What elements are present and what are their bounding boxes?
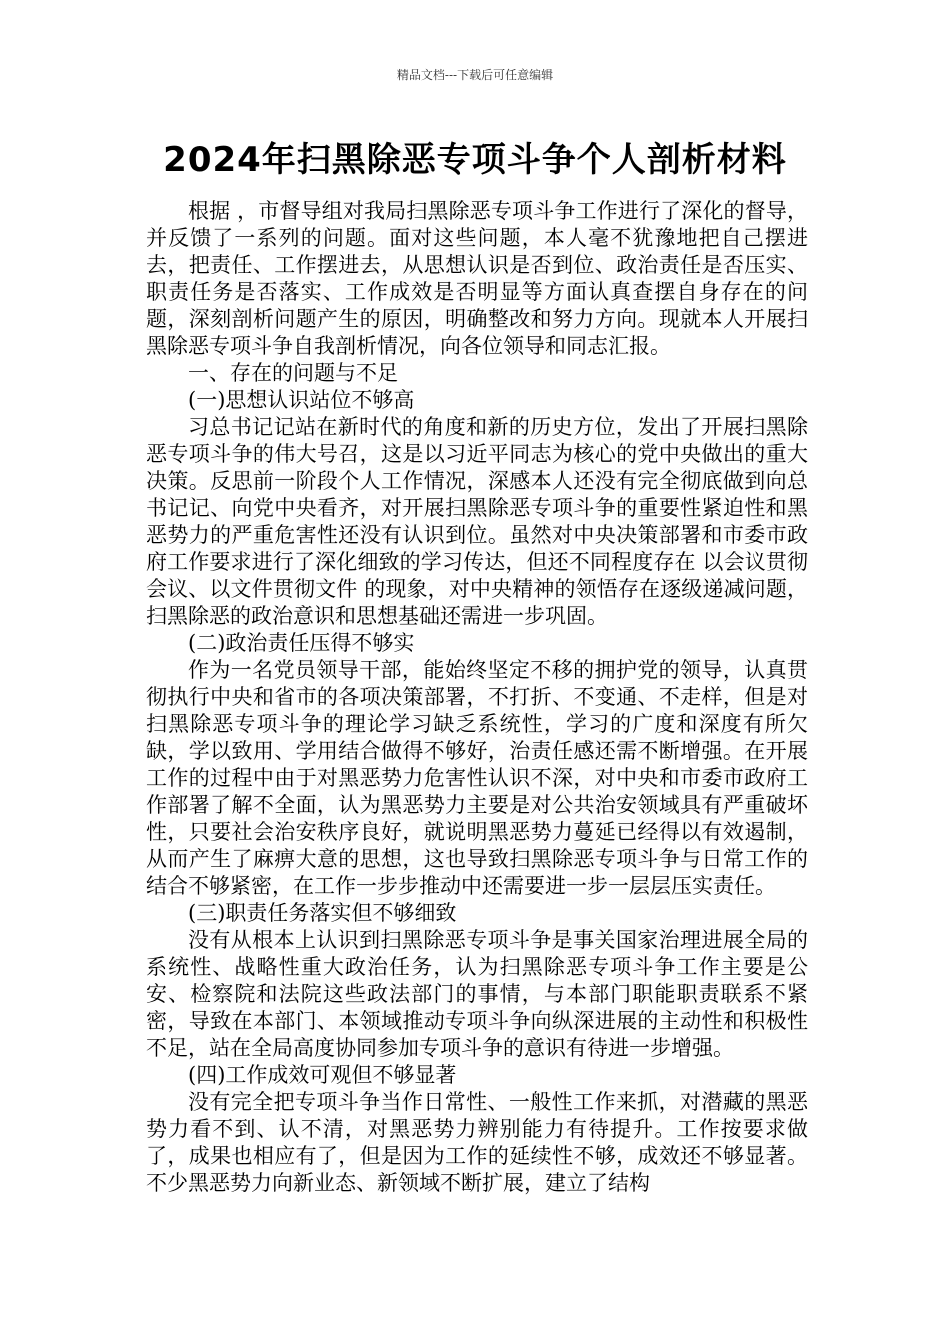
subsection-heading: (一)思想认识站位不够高 <box>188 388 415 412</box>
paragraph: 没有完全把专项斗争当作日常性、一般性工作来抓，对潜藏的黑恶势力看不到、认不清，对黑恶势力辨别能力有待提升。工作按要求做了，成果也相应有了，但是因为工作的延续性不够，成效还不够显著。不少黑恶势力向新业态、新领域不断扩展，建立了结构 <box>146 1090 808 1195</box>
paragraph: 作为一名党员领导干部，能始终坚定不移的拥护党的领导，认真贯彻执行中央和省市的各项决策部署，不打折、不变通、不走样，但是对扫黑除恶专项斗争的理论学习缺乏系统性，学习的广度和深度有所欠缺，学以致用、学用结合做得不够好，治责任感还需不断增强。在开展工作的过程中由于对黑恶势力危害性认识不深，对中央和市委市政府工作部署了解不全面，认为黑恶势力主要是对公共治安领域具有严重破坏性，只要社会治安秩序良好，就说明黑恶势力蔓延已经得以有效遏制，从而产生了麻痹大意的思想，这也导致扫黑除恶专项斗争与日常工作的结合不够紧密，在工作一步步推动中还需要进一步一层层压实责任。 <box>146 658 808 898</box>
document-body <box>146 198 808 1197</box>
subsection-heading: (二)政治责任压得不够实 <box>188 631 415 655</box>
paragraph: 习总书记记站在新时代的角度和新的历史方位，发出了开展扫黑除恶专项斗争的伟大号召，这是以习近平同志为核心的党中央做出的重大决策。反思前一阶段个人工作情况，深感本人还没有完全彻底做到向总书记记、向党中央看齐，对开展扫黑除恶专项斗争的重要性紧迫性和黑恶势力的严重危害性还没有认识到位。虽然对中央决策部署和市委市政府工作要求进行了深化细致的学习传达，但还不同程度存在 以会议贯彻会议、以文件贯彻文件 的现象，对中央精神的领悟存在逐级递减问题，扫黑除恶的政治意识和思想基础还需进一步巩固。 <box>146 415 808 628</box>
paragraph: 没有从根本上认识到扫黑除恶专项斗争是事关国家治理进展全局的系统性、战略性重大政治任务，认为扫黑除恶专项斗争工作主要是公安、检察院和法院这些政法部门的事情，与本部门职能职责联系不紧密，导致在本部门、本领域推动专项斗争向纵深进展的主动性和积极性不足，站在全局高度协同参加专项斗争的意识有待进一步增强。 <box>146 928 808 1060</box>
document-title: 2024年扫黑除恶专项斗争个人剖析材料 <box>163 140 787 180</box>
subsection-heading: (四)工作成效可观但不够显著 <box>188 1063 457 1087</box>
subsection-heading: (三)职责任务落实但不够细致 <box>188 901 457 925</box>
header-note: 精品文档---下载后可任意编辑 <box>396 68 554 82</box>
section-heading: 一、存在的问题与不足 <box>188 361 398 385</box>
paragraph: 根据 ，市督导组对我局扫黑除恶专项斗争工作进行了深化的督导，并反馈了一系列的问题。面对这些问题，本人毫不犹豫地把自己摆进去，把责任、工作摆进去，从思想认识是否到位、政治责任是否压实、职责任务是否落实、工作成效是否明显等方面认真查摆自身存在的问题，深刻剖析问题产生的原因，明确整改和努力方向。现就本人开展扫黑除恶专项斗争自我剖析情况，向各位领导和同志汇报。 <box>146 199 808 358</box>
